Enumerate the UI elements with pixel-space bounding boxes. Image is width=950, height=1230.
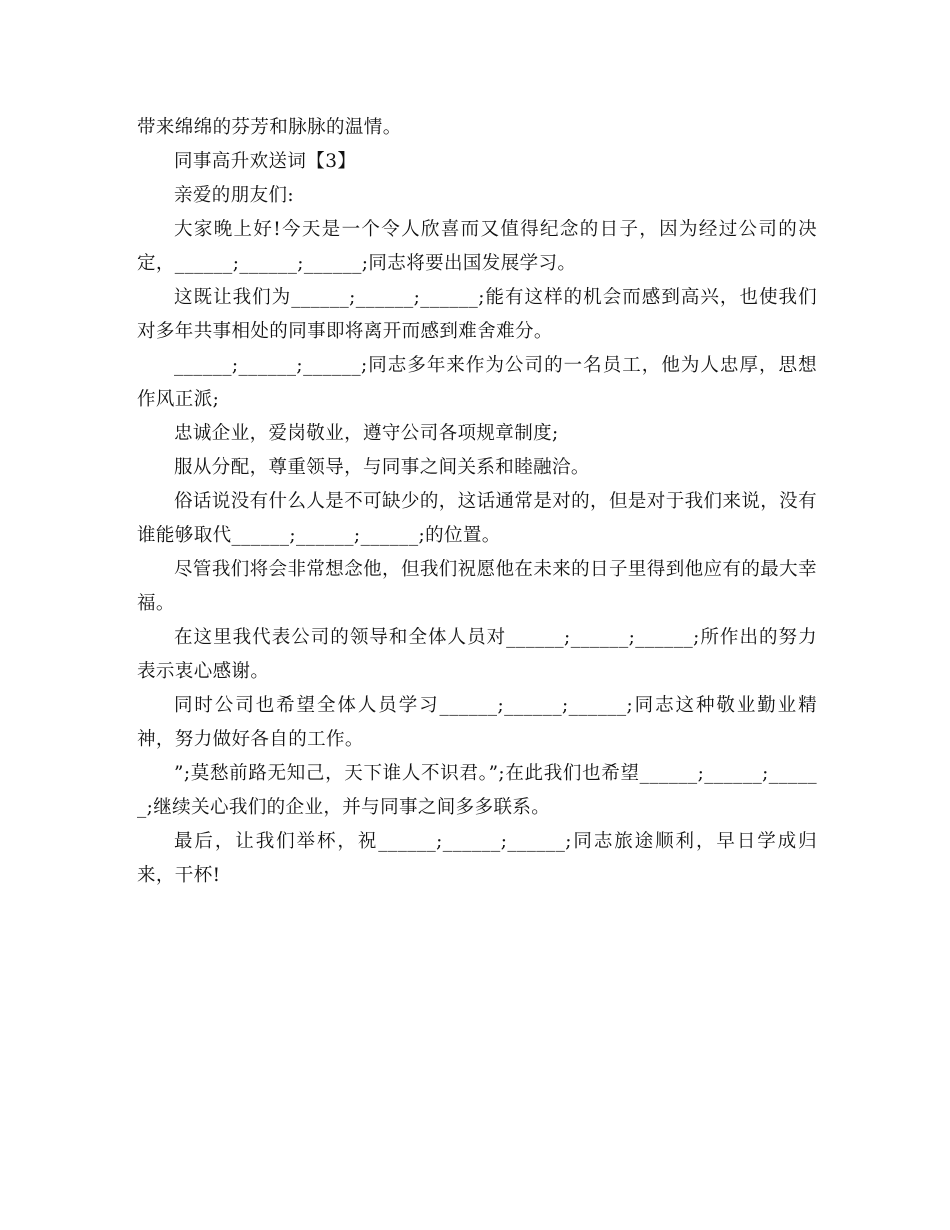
salutation: 亲爱的朋友们: <box>174 185 295 206</box>
paragraph: 忠诚企业，爱岗敬业，遵守公司各项规章制度; <box>174 423 559 444</box>
paragraph: 这既让我们为______;______;______;能有这样的机会而感到高兴，也使我们对多年共事相处的同事即将离开而感到难舍难分。 <box>137 287 817 342</box>
paragraph: 大家晚上好!今天是一个令人欣喜而又值得纪念的日子，因为经过公司的决定，______;______;______;同志将要出国发展学习。 <box>137 219 817 274</box>
document-body <box>137 111 817 893</box>
paragraph: 同时公司也希望全体人员学习______;______;______;同志这种敬业勤业精神，努力做好各自的工作。 <box>137 695 817 750</box>
paragraph: 在这里我代表公司的领导和全体人员对______;______;______;所作出的努力表示衷心感谢。 <box>137 627 817 682</box>
closing-paragraph: 最后，让我们举杯，祝______;______;______;同志旅途顺利，早日学成归来，干杯! <box>137 831 817 886</box>
paragraph-continuation: 带来绵绵的芬芳和脉脉的温情。 <box>137 117 402 138</box>
paragraph: ______;______;______;同志多年来作为公司的一名员工，他为人忠厚，思想作风正派; <box>137 355 817 410</box>
paragraph: 俗话说没有什么人是不可缺少的，这话通常是对的，但是对于我们来说，没有谁能够取代______;______;______;的位置。 <box>137 491 817 546</box>
section-heading: 同事高升欢送词【3】 <box>174 151 357 172</box>
paragraph: 尽管我们将会非常想念他，但我们祝愿他在未来的日子里得到他应有的最大幸福。 <box>137 559 817 614</box>
paragraph: ”;莫愁前路无知己，天下谁人不识君。”;在此我们也希望______;______;______;继续关心我们的企业，并与同事之间多多联系。 <box>137 763 817 818</box>
paragraph: 服从分配，尊重领导，与同事之间关系和睦融洽。 <box>174 457 590 478</box>
